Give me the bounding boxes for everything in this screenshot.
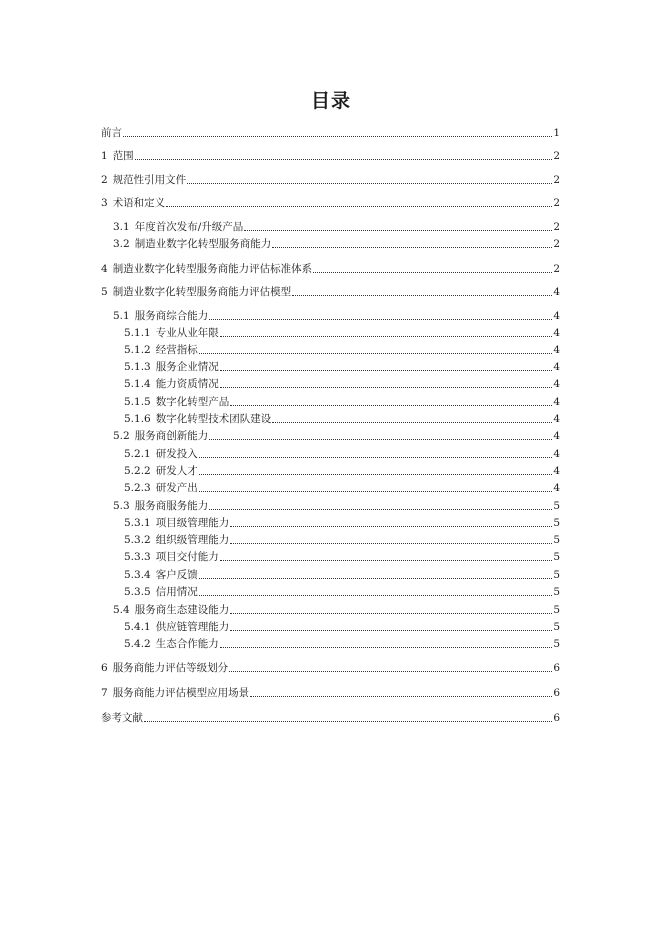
- toc-entry-label: [124, 361, 219, 374]
- toc-entry-label: [124, 621, 229, 634]
- toc-entry-number: 3: [101, 197, 108, 209]
- toc-entry-page: 5: [553, 569, 560, 581]
- toc-leader-dots: [229, 671, 552, 672]
- toc-entry-page: 5: [553, 586, 560, 598]
- toc-entry[interactable]: [124, 569, 560, 582]
- toc-entry[interactable]: [124, 482, 560, 495]
- toc-leader-dots: [230, 543, 552, 544]
- toc-entry-number: 5.2.3: [124, 482, 151, 494]
- toc-entry-text: 专业从业年限: [155, 327, 219, 339]
- toc-leader-dots: [199, 353, 553, 354]
- toc-entry-text: 服务商能力评估等级划分: [112, 662, 229, 674]
- toc-entry-text: 研发人才: [155, 465, 198, 477]
- toc-entry-label: [124, 586, 198, 599]
- toc-entry-label: [101, 687, 249, 700]
- toc-entry-text: 制造业数字化转型服务商能力评估模型: [112, 286, 292, 298]
- toc-entry-text: 制造业数字化转型服务商能力评估标准体系: [112, 263, 313, 275]
- toc-entry-number: 5.2: [113, 430, 130, 442]
- toc-entry[interactable]: [124, 517, 560, 530]
- toc-entry-text: 制造业数字化转型服务商能力: [134, 238, 272, 250]
- toc-entry[interactable]: [124, 638, 560, 651]
- toc-leader-dots: [292, 295, 552, 296]
- toc-entry[interactable]: [124, 413, 560, 426]
- toc-leader-dots: [220, 336, 553, 337]
- toc-entry-number: 5.3.3: [124, 551, 151, 563]
- toc-entry-page: 5: [553, 621, 560, 633]
- toc-entry-number: 5.2.2: [124, 465, 151, 477]
- toc-entry-number: 2: [101, 174, 108, 186]
- toc-entry-label: [101, 662, 228, 675]
- toc-entry-label: [124, 638, 219, 651]
- toc-entry[interactable]: [101, 150, 560, 163]
- toc-entry-number: 4: [101, 263, 108, 275]
- toc-entry-page: 2: [553, 263, 560, 275]
- toc-entry-page: 6: [553, 687, 560, 699]
- toc-entry-page: 4: [553, 361, 560, 373]
- toc-entry-number: 5.3: [113, 500, 130, 512]
- toc-entry-text: 数字化转型产品: [155, 396, 230, 408]
- toc-entry-text: 数字化转型技术团队建设: [155, 413, 272, 425]
- toc-entry-number: 5.3.5: [124, 586, 151, 598]
- toc-leader-dots: [209, 319, 552, 320]
- toc-leader-dots: [144, 721, 552, 722]
- toc-entry-page: 6: [553, 712, 560, 724]
- toc-entry-page: 4: [553, 482, 560, 494]
- toc-entry-label: [124, 465, 198, 478]
- toc-entry-text: 供应链管理能力: [155, 621, 230, 633]
- toc-entry-text: 研发投入: [155, 448, 198, 460]
- toc-entry-number: 5.1.2: [124, 344, 151, 356]
- toc-entry[interactable]: [124, 586, 560, 599]
- toc-entry-number: 3.2: [113, 238, 130, 250]
- toc-entry-label: [124, 482, 198, 495]
- toc-entry-page: 4: [553, 286, 560, 298]
- toc-entry[interactable]: [101, 712, 560, 725]
- toc-entry[interactable]: [113, 221, 560, 234]
- toc-entry-label: [124, 551, 219, 564]
- toc-entry-page: 4: [553, 413, 560, 425]
- toc-entry-number: 5.1.4: [124, 378, 151, 390]
- toc-leader-dots: [313, 272, 552, 273]
- toc-entry-number: 5.1.6: [124, 413, 151, 425]
- toc-entry-number: 5.1.1: [124, 327, 151, 339]
- toc-entry-label: [113, 238, 271, 251]
- toc-entry-text: 项目交付能力: [155, 551, 219, 563]
- toc-entry-number: 5.3.2: [124, 534, 151, 546]
- toc-entry[interactable]: [124, 448, 560, 461]
- toc-leader-dots: [123, 136, 552, 137]
- toc-entry-page: 4: [553, 344, 560, 356]
- toc-entry-page: 2: [553, 238, 560, 250]
- toc-entry-number: 5.1: [113, 310, 130, 322]
- toc-entry[interactable]: [101, 127, 560, 140]
- toc-entry-text: 研发产出: [155, 482, 198, 494]
- toc-leader-dots: [230, 613, 552, 614]
- toc-entry-page: 5: [553, 604, 560, 616]
- toc-entry-page: 4: [553, 396, 560, 408]
- toc-entry[interactable]: [124, 361, 560, 374]
- toc-entry-page: 2: [553, 174, 560, 186]
- toc-entry-text: 信用情况: [155, 586, 198, 598]
- toc-entry-number: 3.1: [113, 221, 130, 233]
- toc-entry-page: 2: [553, 150, 560, 162]
- toc-entry-label: [113, 221, 243, 234]
- toc-leader-dots: [230, 405, 552, 406]
- toc-entry[interactable]: [101, 687, 560, 700]
- toc-entry-number: 6: [101, 662, 108, 674]
- toc-entry[interactable]: [124, 344, 560, 357]
- toc-entry-number: 5.3.4: [124, 569, 151, 581]
- toc-entry[interactable]: [124, 327, 560, 340]
- toc-entry[interactable]: [124, 551, 560, 564]
- toc-entry-label: [113, 310, 208, 323]
- toc-leader-dots: [244, 230, 552, 231]
- toc-entry-text: 服务商生态建设能力: [134, 604, 230, 616]
- toc-entry-number: 7: [101, 687, 108, 699]
- toc-entry-page: 5: [553, 638, 560, 650]
- toc-entry-text: 服务商能力评估模型应用场景: [112, 687, 250, 699]
- toc-entry-number: 5.4.1: [124, 621, 151, 633]
- toc-leader-dots: [220, 560, 553, 561]
- toc-entry-text: 术语和定义: [112, 197, 166, 209]
- toc-leader-dots: [230, 526, 552, 527]
- toc-entry[interactable]: [113, 430, 560, 443]
- toc-entry-number: 5.1.3: [124, 361, 151, 373]
- toc-entry[interactable]: [101, 174, 560, 187]
- toc-entry-page: 4: [553, 378, 560, 390]
- toc-entry[interactable]: [124, 534, 560, 547]
- toc-entry-label: [101, 286, 291, 299]
- toc-entry-page: 4: [553, 310, 560, 322]
- toc-entry-label: [124, 569, 198, 582]
- toc-entry[interactable]: [101, 263, 560, 276]
- toc-leader-dots: [199, 474, 553, 475]
- toc-leader-dots: [199, 457, 553, 458]
- toc-leader-dots: [209, 439, 552, 440]
- toc-entry[interactable]: [124, 465, 560, 478]
- toc-entry[interactable]: [113, 604, 560, 617]
- toc-entry-text: 服务企业情况: [155, 361, 219, 373]
- toc-leader-dots: [272, 422, 552, 423]
- toc-entry-label: [101, 150, 134, 163]
- toc-entry-page: 2: [553, 221, 560, 233]
- toc-leader-dots: [187, 183, 552, 184]
- toc-entry-text: 能力资质情况: [155, 378, 219, 390]
- toc-entry-page: 5: [553, 551, 560, 563]
- toc-entry-label: [101, 127, 122, 140]
- toc-entry-label: [113, 604, 229, 617]
- toc-entry-label: [124, 378, 219, 391]
- toc-entry[interactable]: [124, 396, 560, 409]
- toc-entry[interactable]: [113, 238, 560, 251]
- page-title: 目录: [310, 90, 351, 112]
- toc-entry-number: 5: [101, 286, 108, 298]
- toc-entry-text: 客户反馈: [155, 569, 198, 581]
- toc-entry-label: [101, 712, 143, 725]
- toc-entry-page: 4: [553, 430, 560, 442]
- toc-entry-label: [101, 197, 165, 210]
- toc-leader-dots: [230, 630, 552, 631]
- toc-entry-page: 5: [553, 500, 560, 512]
- toc-entry-page: 4: [553, 465, 560, 477]
- toc-entry-text: 规范性引用文件: [112, 174, 187, 186]
- toc-entry[interactable]: [113, 310, 560, 323]
- toc-entry-label: [124, 396, 229, 409]
- toc-entry-text: 范围: [112, 150, 134, 162]
- toc-entry-label: [113, 430, 208, 443]
- toc-entry-text: 参考文献: [101, 712, 143, 724]
- toc-entry-label: [124, 534, 229, 547]
- toc-entry-text: 生态合作能力: [155, 638, 219, 650]
- toc-entry-page: 5: [553, 517, 560, 529]
- toc-entry-label: [101, 174, 186, 187]
- toc-entry-page: 2: [553, 197, 560, 209]
- toc-entry[interactable]: [124, 378, 560, 391]
- toc-leader-dots: [220, 370, 553, 371]
- toc-entry-text: 服务商创新能力: [134, 430, 209, 442]
- toc-leader-dots: [199, 578, 553, 579]
- toc-entry-text: 年度首次发布/升级产品: [134, 221, 244, 233]
- toc-leader-dots: [135, 159, 553, 160]
- toc-entry-label: [124, 448, 198, 461]
- toc-entry[interactable]: [113, 500, 560, 513]
- toc-entry-label: [124, 517, 229, 530]
- toc-leader-dots: [166, 206, 552, 207]
- toc-leader-dots: [220, 387, 553, 388]
- toc-entry-number: 5.1.5: [124, 396, 151, 408]
- toc-entry-page: 4: [553, 327, 560, 339]
- toc-entry-number: 5.4: [113, 604, 130, 616]
- toc-entry-text: 服务商综合能力: [134, 310, 209, 322]
- toc-entry-page: 5: [553, 534, 560, 546]
- toc-entry-number: 5.3.1: [124, 517, 151, 529]
- toc-entry-page: 6: [553, 662, 560, 674]
- toc-leader-dots: [209, 509, 552, 510]
- toc-leader-dots: [220, 647, 553, 648]
- toc-entry-text: 服务商服务能力: [134, 500, 209, 512]
- toc-leader-dots: [250, 696, 552, 697]
- toc-entry-label: [101, 263, 312, 276]
- toc-entry-text: 前言: [101, 127, 122, 139]
- toc-entry-label: [124, 413, 271, 426]
- toc-leader-dots: [199, 595, 553, 596]
- toc-entry-label: [124, 327, 219, 340]
- toc-entry[interactable]: [101, 286, 560, 299]
- toc-entry-text: 组织级管理能力: [155, 534, 230, 546]
- toc-entry-number: 1: [101, 150, 108, 162]
- toc-leader-dots: [272, 247, 552, 248]
- toc-entry[interactable]: [101, 197, 560, 210]
- toc-leader-dots: [199, 491, 553, 492]
- toc-entry-label: [124, 344, 198, 357]
- toc-entry[interactable]: [124, 621, 560, 634]
- toc-entry-number: 5.2.1: [124, 448, 151, 460]
- toc-entry-number: 5.4.2: [124, 638, 151, 650]
- toc-entry-text: 经营指标: [155, 344, 198, 356]
- toc-entry-text: 项目级管理能力: [155, 517, 230, 529]
- toc-entry[interactable]: [101, 662, 560, 675]
- toc-entry-label: [113, 500, 208, 513]
- toc-entry-page: 1: [553, 127, 560, 139]
- toc-entry-page: 4: [553, 448, 560, 460]
